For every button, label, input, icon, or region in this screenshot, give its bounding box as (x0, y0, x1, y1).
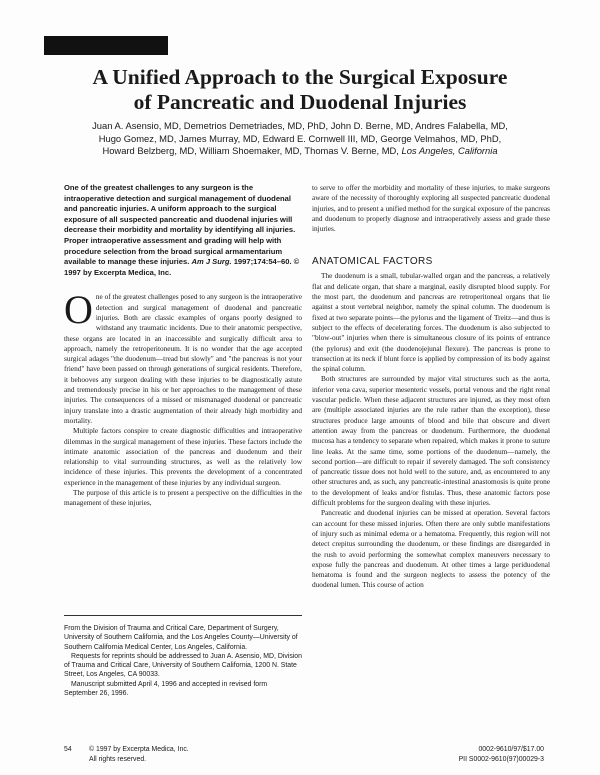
drop-cap: O (64, 287, 93, 333)
header-black-bar (44, 36, 168, 55)
abstract (64, 183, 302, 278)
abstract-citation-details: 1997;174:54–60. © 1997 by Excerpta Medica, Inc. (64, 257, 300, 277)
authors-location: Los Angeles, California (401, 145, 498, 156)
authors-line-2: Hugo Gomez, MD, James Murray, MD, Edward E. Cornwell III, MD, George Velmahos, MD, PhD, (98, 132, 502, 144)
footnote-manuscript-dates: Manuscript submitted April 4, 1996 and accepted in revised form September 26, 1996. (64, 680, 268, 698)
intro-paragraph-2: Multiple factors conspire to create diagnostic difficulties and intraoperative dilemmas in the surgical management of these injuries. These factors include the intimate anatomic association of the pancreas and duodenum and their relationship to vital surrounding structures, as well as the relatively low incidence of these injuries. This prevents the development of a concentrated experience in the management of these injuries by any individual surgeon. (64, 426, 302, 487)
purpose-paragraph: to serve to offer the morbidity and mortality of these injuries, to make surgeons aware of the necessity of thoroughly exploring all suspected pancreatic duodenal injuries, and to present a unified method for the surgical exposure of the pancreas and duodenum to properly diagnose and intraoperatively assess and grade these injuries. (312, 183, 550, 234)
anatomy-paragraph-2: Both structures are surrounded by major vital structures such as the aorta, inferior vena cava, superior mesenteric vessels, portal venous and the right renal vascular pedicle. When these adjacent structures are injured, as they most often are (multiple associated injuries are the rule rather than the exception), these structures produce large amounts of blood and bile that obscure and divert attention away from the pancreas or duodenum. Furthermore, the duodenal mucosa has a tendency to separate when repaired, which makes it prone to suture line leaks. At the same time, some portions of the duodenum—namely, the second portion—are difficult to repair if severely damaged. The soft consistency of pancreatic tissue does not hold well to the suture, and, as encountered to any other structures and, as such, any pancreatic-intestinal anastomosis is quite prone to the development of leaks and/or fistulas. Thus, these anatomic factors pose difficult problems for the surgeon dealing with these injuries. (312, 374, 550, 508)
footnote-reprints: Requests for reprints should be addressed to Juan A. Asensio, MD, Division of Trauma and Critical Care, University of Southern California, 1200 N. State Street, Los Angeles, CA 90033. (64, 652, 302, 679)
footnote-affiliation: From the Division of Trauma and Critical Care, Department of Surgery, University of Southern California, and the Los Angeles County—University of Southern California Medical Center, Los Angeles, California. (64, 625, 298, 651)
authors-line-3: Howard Belzberg, MD, William Shoemaker, MD, Thomas V. Berne, MD, (102, 145, 399, 156)
section-heading-anatomical-factors: ANATOMICAL FACTORS (312, 256, 433, 268)
title-line-1: A Unified Approach to the Surgical Exposure (92, 65, 508, 89)
pii-text: PII S0002-9610(97)00029-3 (458, 755, 544, 763)
anatomy-paragraph-3: Pancreatic and duodenal injuries can be missed at operation. Several factors can account for these missed injuries. Often there are only subtle manifestations of injury such as minimal edema or a hematoma. Frequently, this region will not detect crepitus surrounding the duodenum, or these findings are disregarded in the rush to avoid performing the somewhat complex maneuvers necessary to expose fully the pancreas and duodenum. At other times a large periduodenal hematoma is found and the surgeon neglects to assess the potency of the duodenal lumen. This course of action (312, 508, 550, 590)
intro-paragraph-1 (64, 287, 302, 426)
right-column (312, 183, 550, 591)
page-number: 54 (64, 746, 72, 753)
left-column (64, 183, 302, 509)
article-title (0, 65, 600, 115)
authors-line-1: Juan A. Asensio, MD, Demetrios Demetriades, MD, PhD, John D. Berne, MD, Andres Falabella, MD, (92, 120, 508, 131)
intro-paragraph-3: The purpose of this article is to present a perspective on the difficulties in the management of these injuries, (64, 487, 302, 508)
abstract-citation-journal: Am J Surg. (191, 257, 232, 267)
affiliation-footnote (64, 615, 302, 698)
copyright-text: © 1997 by Excerpta Medica, Inc. (89, 746, 189, 753)
author-list (70, 120, 530, 158)
rights-text: All rights reserved. (89, 755, 147, 763)
title-line-2: of Pancreatic and Duodenal Injuries (133, 90, 467, 114)
abstract-text: One of the greatest challenges to any surgeon is the intraoperative detection and surgical management of duodenal and pancreatic injuries. A uniform approach to the surgical exposure of all suspected pancreatic and duodenal injuries will decrease their morbidity and mortality by identifying all injuries. Proper intraoperative assessment and grading will help with procedure selection from the broad surgical armamentarium available to manage these injuries. (64, 183, 296, 267)
intro-paragraph-1-text: ne of the greatest challenges posed to any surgeon is the intraoperative detection and surgical management of duodenal and pancreatic injuries. Both are classic examples of organs poorly designed to withstand any traumatic incidents. Due to their anatomic perspective, these organs are located in an inaccessible and surgically difficult area to approach, namely the retroperitoneum. It is no wonder that the age accepted surgical adages "the duodenum—tread but slowly" and "the pancreas is not your friend" have been passed on through generations of surgical residents. Therefore, it behooves any surgeon dealing with these injuries to be diagnostically astute and tremendously precise in his or her approaches to the management of these injuries. The consequences of a missed or mismanaged duodenal or pancreatic injury translate into a drastic augmentation of their already high morbidity and mortality. (64, 292, 302, 425)
issn-text: 0002-9610/97/$17.00 (478, 746, 544, 753)
anatomy-paragraph-1: The duodenum is a small, tubular-walled organ and the pancreas, a relatively flat and delicate organ, that share a marginal, easily disrupted blood supply. For the most part, the duodenum and pancreas are retroperitoneal organs that lie against a stout vertebral neighbor, namely the spinal column. The duodenum is fixed at two separate points—the pylorus and the ligament of Treitz—and thus is subject to the effects of decelerating forces. The duodenum is also subjected to "blow-out" injuries when there is simultaneous closure of its points of entrance (the pylorus) and exit (the duodenojejunal flexure). The pancreas is prone to transection at its neck if blunt force is applied by compression of its body against the spinal column. (312, 271, 550, 374)
footer-copyright (89, 745, 189, 764)
footer-identifiers (459, 745, 544, 764)
